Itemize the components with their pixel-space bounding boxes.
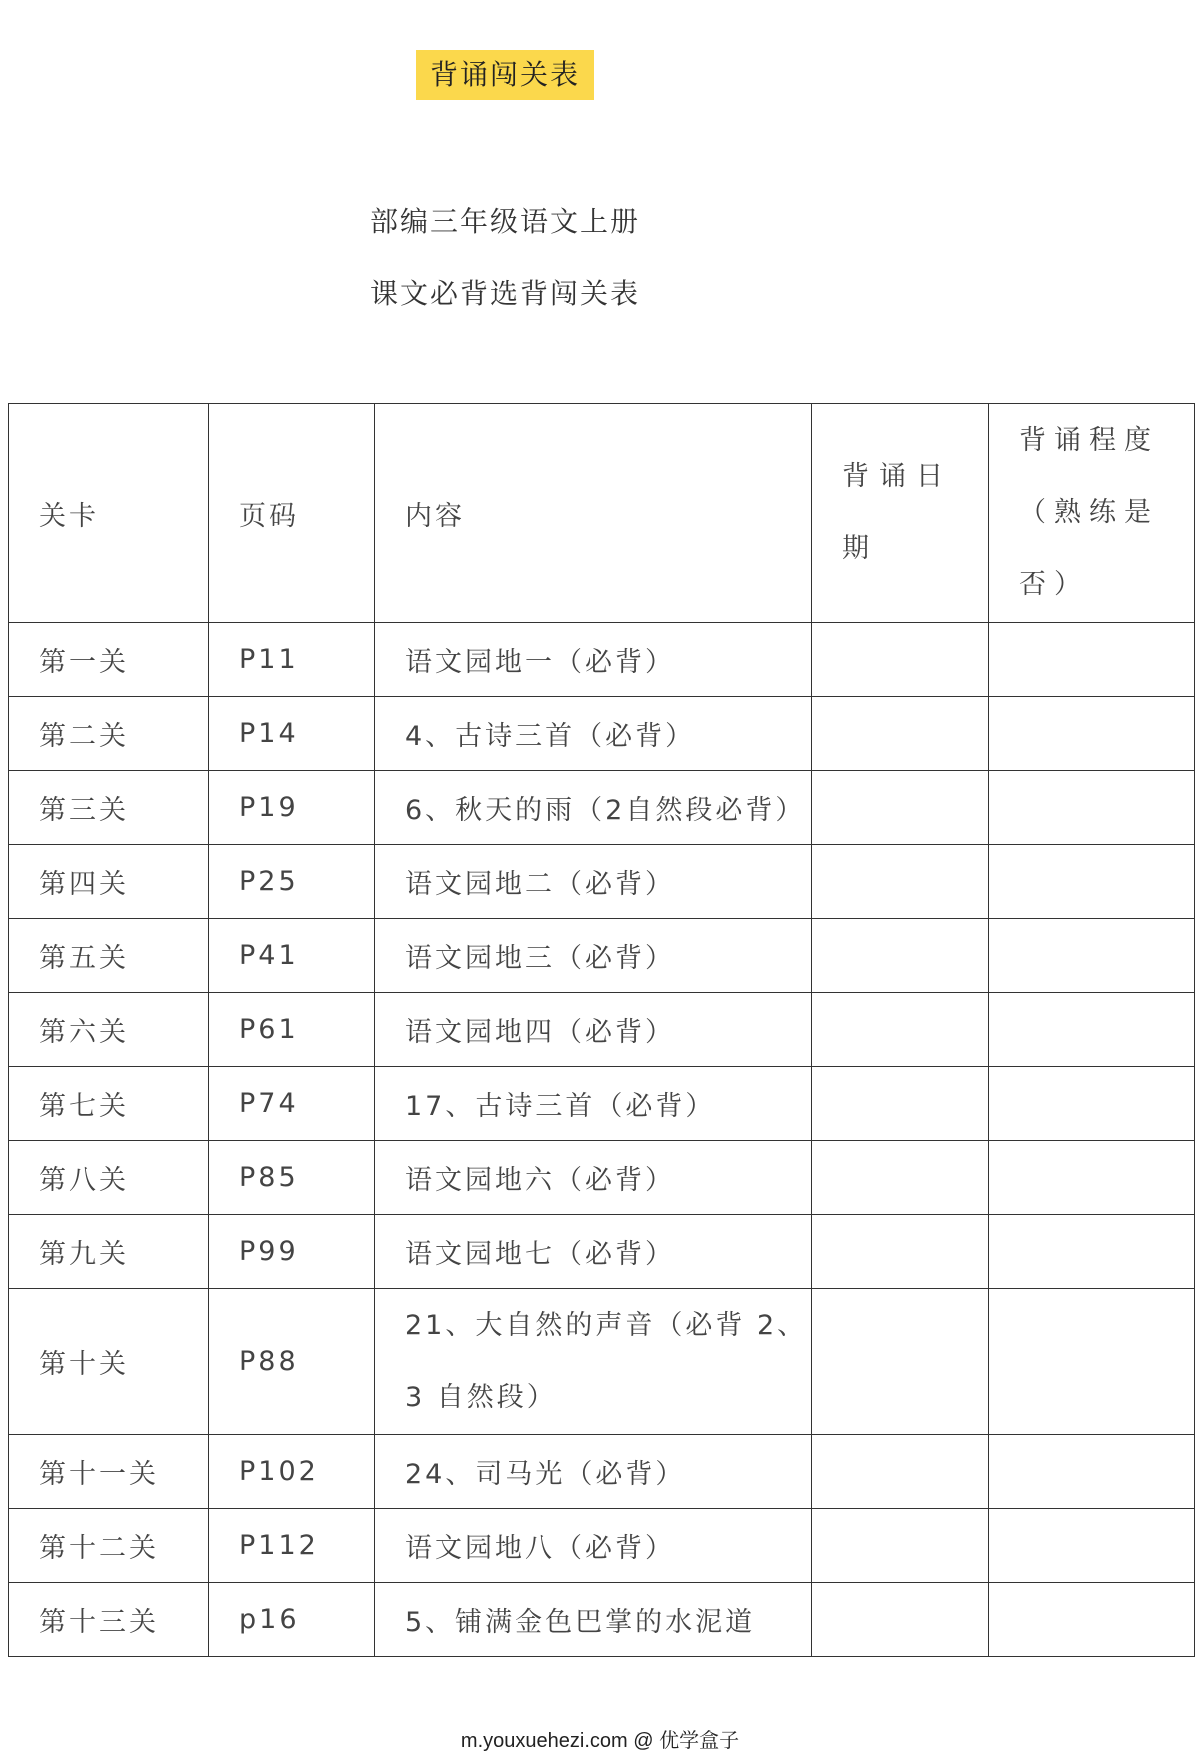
table-row xyxy=(9,1141,1195,1215)
cell-page: P41 xyxy=(209,919,375,993)
header-page: 页码 xyxy=(209,404,375,623)
table-row xyxy=(9,993,1195,1067)
cell-level: 第六关 xyxy=(9,993,209,1067)
cell-content: 4、古诗三首（必背） xyxy=(375,697,812,771)
cell-mastery xyxy=(989,1435,1195,1509)
table-row xyxy=(9,697,1195,771)
cell-mastery xyxy=(989,697,1195,771)
cell-page: P74 xyxy=(209,1067,375,1141)
table-row xyxy=(9,1067,1195,1141)
cell-page: P61 xyxy=(209,993,375,1067)
header-mastery xyxy=(989,404,1195,623)
cell-date xyxy=(812,919,989,993)
cell-date xyxy=(812,1215,989,1289)
header-date-text: 背诵日期 xyxy=(842,461,953,564)
cell-mastery xyxy=(989,1289,1195,1435)
cell-content: 语文园地三（必背） xyxy=(375,919,812,993)
cell-page: P85 xyxy=(209,1141,375,1215)
cell-page: P99 xyxy=(209,1215,375,1289)
cell-page: p16 xyxy=(209,1583,375,1657)
cell-level: 第十二关 xyxy=(9,1509,209,1583)
cell-mastery xyxy=(989,1141,1195,1215)
cell-date xyxy=(812,697,989,771)
cell-mastery xyxy=(989,1583,1195,1657)
cell-content: 语文园地八（必背） xyxy=(375,1509,812,1583)
cell-date xyxy=(812,993,989,1067)
cell-date xyxy=(812,1435,989,1509)
cell-date xyxy=(812,623,989,697)
cell-mastery xyxy=(989,1067,1195,1141)
table-row xyxy=(9,919,1195,993)
cell-content: 语文园地四（必背） xyxy=(375,993,812,1067)
cell-content: 24、司马光（必背） xyxy=(375,1435,812,1509)
cell-level: 第十一关 xyxy=(9,1435,209,1509)
table-row xyxy=(9,1583,1195,1657)
cell-date xyxy=(812,771,989,845)
cell-date xyxy=(812,1141,989,1215)
cell-date xyxy=(812,1067,989,1141)
cell-level: 第三关 xyxy=(9,771,209,845)
cell-mastery xyxy=(989,1215,1195,1289)
cell-page: P11 xyxy=(209,623,375,697)
cell-level: 第七关 xyxy=(9,1067,209,1141)
cell-page: P19 xyxy=(209,771,375,845)
page-subtitle: 课文必背选背闯关表 xyxy=(370,277,641,310)
cell-date xyxy=(812,1289,989,1435)
cell-date xyxy=(812,1583,989,1657)
page-title: 部编三年级语文上册 xyxy=(370,205,641,238)
table-row xyxy=(9,1215,1195,1289)
cell-content: 6、秋天的雨（2自然段必背） xyxy=(375,771,812,845)
cell-content: 语文园地一（必背） xyxy=(375,623,812,697)
page-badge: 背诵闯关表 xyxy=(416,50,594,100)
cell-level: 第五关 xyxy=(9,919,209,993)
cell-content: 17、古诗三首（必背） xyxy=(375,1067,812,1141)
header-level: 关卡 xyxy=(9,404,209,623)
cell-level: 第二关 xyxy=(9,697,209,771)
table-row xyxy=(9,1435,1195,1509)
cell-mastery xyxy=(989,1509,1195,1583)
recitation-table xyxy=(8,403,1195,1657)
table-row xyxy=(9,1509,1195,1583)
cell-level: 第九关 xyxy=(9,1215,209,1289)
table-row xyxy=(9,845,1195,919)
cell-date xyxy=(812,1509,989,1583)
cell-content: 5、铺满金色巴掌的水泥道 xyxy=(375,1583,812,1657)
table-row xyxy=(9,623,1195,697)
cell-mastery xyxy=(989,623,1195,697)
cell-content: 语文园地六（必背） xyxy=(375,1141,812,1215)
cell-level: 第四关 xyxy=(9,845,209,919)
table-row xyxy=(9,1289,1195,1435)
cell-date xyxy=(812,845,989,919)
header-content: 内容 xyxy=(375,404,812,623)
cell-page: P112 xyxy=(209,1509,375,1583)
cell-page: P88 xyxy=(209,1289,375,1435)
table-header-row xyxy=(9,404,1195,623)
cell-content: 语文园地二（必背） xyxy=(375,845,812,919)
cell-level: 第十三关 xyxy=(9,1583,209,1657)
header-date xyxy=(812,404,989,623)
cell-content: 语文园地七（必背） xyxy=(375,1215,812,1289)
cell-page: P102 xyxy=(209,1435,375,1509)
cell-mastery xyxy=(989,845,1195,919)
cell-content: 21、大自然的声音（必背 2、3 自然段） xyxy=(375,1289,812,1435)
cell-level: 第一关 xyxy=(9,623,209,697)
table-row xyxy=(9,771,1195,845)
cell-level: 第八关 xyxy=(9,1141,209,1215)
cell-mastery xyxy=(989,771,1195,845)
cell-mastery xyxy=(989,919,1195,993)
cell-mastery xyxy=(989,993,1195,1067)
cell-page: P14 xyxy=(209,697,375,771)
cell-page: P25 xyxy=(209,845,375,919)
footer-watermark: m.youxuehezi.com @ 优学盒子 xyxy=(460,1730,740,1752)
header-mastery-text: 背诵程度（熟练是否） xyxy=(1019,425,1159,600)
cell-level: 第十关 xyxy=(9,1289,209,1435)
